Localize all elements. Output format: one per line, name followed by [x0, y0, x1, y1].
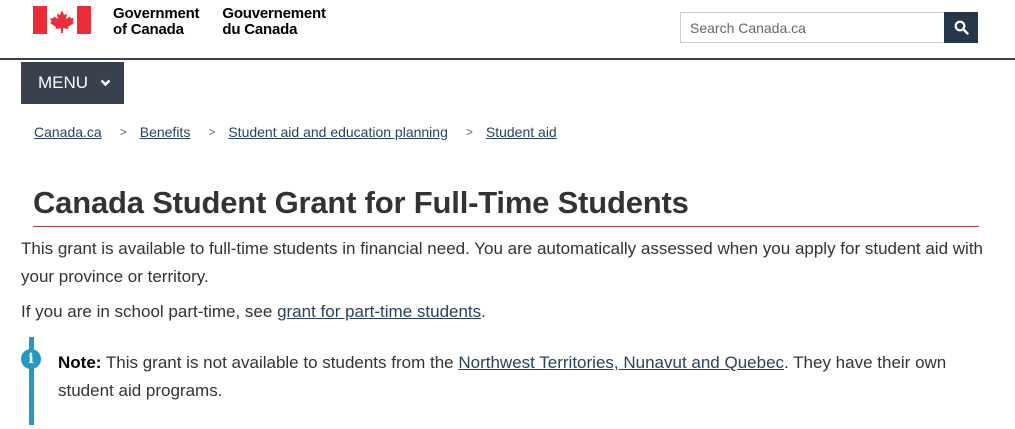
breadcrumb-separator: > — [208, 125, 216, 139]
part-time-paragraph — [21, 300, 486, 324]
site-header — [0, 0, 1015, 60]
wordmark-english — [113, 6, 199, 38]
breadcrumb-link-student-aid-planning[interactable]: Student aid and education planning — [228, 124, 448, 140]
menu-button[interactable] — [21, 62, 124, 104]
wordmark — [113, 6, 349, 38]
breadcrumb-link-canada[interactable]: Canada.ca — [34, 124, 102, 140]
search-button[interactable] — [944, 12, 978, 43]
breadcrumb-separator: > — [119, 125, 127, 139]
breadcrumb-link-benefits[interactable]: Benefits — [139, 124, 191, 140]
breadcrumb — [34, 124, 557, 140]
part-time-text-before: If you are in school part-time, see — [21, 302, 278, 321]
part-time-text-after: . — [481, 302, 486, 321]
breadcrumb-separator: > — [465, 125, 473, 139]
menu-label: MENU — [38, 73, 89, 92]
wordmark-fr-line2: du Canada — [222, 21, 298, 38]
wordmark-en-line2: of Canada — [113, 21, 184, 38]
wordmark-fr-line1: Gouvernement — [222, 5, 326, 22]
part-time-grant-link[interactable]: grant for part-time students — [277, 302, 482, 321]
government-of-canada-logo[interactable] — [33, 6, 349, 38]
search-input[interactable] — [680, 12, 944, 43]
note-text-before: This grant is not available to students from the — [101, 353, 459, 372]
note-territories-link[interactable]: Northwest Territories, Nunavut and Quebec — [458, 353, 785, 372]
search-icon — [954, 20, 969, 35]
note-paragraph — [58, 349, 998, 405]
note-text-after: . They have their own student aid programs. — [58, 353, 947, 400]
note-label: Note: — [58, 353, 102, 372]
page-title: Canada Student Grant for Full-Time Students — [33, 184, 979, 227]
info-icon: i — [21, 349, 41, 369]
wordmark-en-line1: Government — [113, 5, 200, 22]
intro-paragraph: This grant is available to full-time students in financial need. You are automatically assessed when you apply for student aid with your province or territory. — [21, 239, 983, 286]
breadcrumb-link-student-aid[interactable]: Student aid — [485, 124, 557, 140]
canada-flag-icon — [33, 6, 91, 34]
wordmark-french — [222, 6, 325, 38]
search-form — [680, 12, 978, 43]
chevron-down-icon — [100, 79, 111, 87]
